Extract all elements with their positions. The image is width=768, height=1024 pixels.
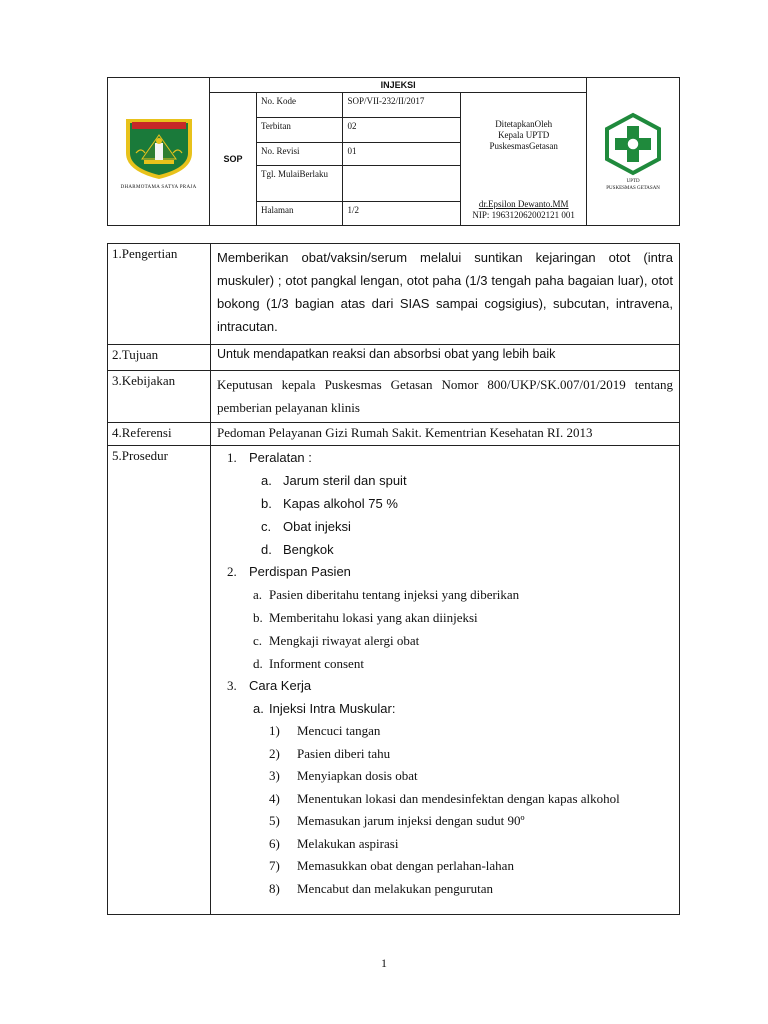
- field-value-terbitan: 02: [343, 118, 461, 143]
- field-label-kode: No. Kode: [256, 93, 342, 118]
- approval-line-1: DitetapkanOleh: [495, 119, 553, 129]
- row-kebijakan: [108, 371, 680, 423]
- approval-name: dr.Epsilon Dewanto.MM: [478, 199, 569, 209]
- pengertian-label: 1.Pengertian: [108, 244, 211, 345]
- page-number: 1: [381, 956, 387, 970]
- list-item: 1. Peralatan :: [227, 450, 312, 465]
- list-item: d. Informent consent: [253, 656, 364, 671]
- document-title: INJEKSI: [210, 78, 587, 93]
- tujuan-label: 2.Tujuan: [108, 345, 211, 371]
- referensi-text: Pedoman Pelayanan Gizi Rumah Sakit. Kementrian Kesehatan RI. 2013: [211, 423, 680, 446]
- field-value-halaman: 1/2: [343, 202, 461, 226]
- list-item: b. Memberitahu lokasi yang akan diinjeksi: [253, 610, 478, 625]
- field-value-kode: SOP/VII-232/II/2017: [343, 93, 461, 118]
- field-label-halaman: Halaman: [256, 202, 342, 226]
- field-value-revisi: 01: [343, 143, 461, 166]
- row-tujuan: [108, 345, 680, 371]
- kebijakan-label: 3.Kebijakan: [108, 371, 211, 423]
- list-item: 2) Pasien diberi tahu: [269, 745, 391, 761]
- sop-content-table: [107, 243, 680, 915]
- approval-line-3: PuskesmasGetasan: [489, 141, 558, 151]
- approval-line-2: Kepala UPTD: [498, 130, 550, 140]
- regency-motto: DHARMOTAMA SATYA PRAJA: [120, 185, 197, 190]
- regency-logo-cell: [108, 78, 210, 226]
- field-label-revisi: No. Revisi: [256, 143, 342, 166]
- row-referensi: [108, 423, 680, 446]
- kebijakan-text: Keputusan kepala Puskesmas Getasan Nomor 800/UKP/SK.007/01/2019 tentang pemberian pelayanan klinis: [211, 371, 680, 423]
- field-label-tgl: Tgl. MulaiBerlaku: [256, 166, 342, 202]
- puskesmas-logo-icon: [601, 112, 665, 176]
- row-pengertian: [108, 244, 680, 345]
- list-item: 3) Menyiapkan dosis obat: [269, 768, 418, 783]
- list-item: 5) Memasukan jarum injeksi dengan sudut 90º: [269, 813, 525, 828]
- list-item: 4) Menentukan lokasi dan mendesinfektan dengan kapas alkohol: [269, 790, 620, 806]
- list-item: a. Pasien diberitahu tentang injeksi yang diberikan: [253, 587, 520, 602]
- regency-emblem-icon: [122, 113, 196, 181]
- list-item: c. Obat injeksi: [261, 519, 351, 534]
- list-item: 8) Mencabut dan melakukan pengurutan: [269, 880, 494, 896]
- approval-nip: NIP: 196312062002121 001: [472, 210, 575, 220]
- list-item: d. Bengkok: [261, 542, 334, 557]
- prosedur-content: [211, 446, 680, 915]
- row-prosedur: [108, 446, 680, 915]
- list-item: 7) Memasukkan obat dengan perlahan-lahan: [269, 858, 514, 873]
- prosedur-label: 5.Prosedur: [108, 446, 211, 915]
- field-label-terbitan: Terbitan: [256, 118, 342, 143]
- approval-block: [461, 93, 587, 226]
- list-item: 2. Perdispan Pasien: [227, 564, 351, 579]
- list-item: 3. Cara Kerja: [227, 678, 312, 693]
- list-item: a. Injeksi Intra Muskular:: [253, 701, 396, 716]
- list-item: 1) Mencuci tangan: [269, 723, 381, 738]
- puskesmas-logo-cell: [587, 78, 680, 226]
- sop-label: SOP: [210, 93, 257, 226]
- puskesmas-caption-2: PUSKESMAS GETASAN: [606, 185, 660, 191]
- sop-header-table: [107, 77, 680, 226]
- list-item: c. Mengkaji riwayat alergi obat: [253, 633, 420, 648]
- pengertian-text: Memberikan obat/vaksin/serum melalui suntikan kejaringan otot (intra muskuler) ; otot pangkal lengan, otot paha (1/3 tengah paha bagaian luar), otot bokong (1/3 bagian atas dari SIAS sampai cogsigius), subcutan, intravena, intracutan.: [211, 244, 680, 345]
- list-item: b. Kapas alkohol 75 %: [261, 496, 398, 511]
- field-value-tgl: [343, 166, 461, 202]
- tujuan-text: Untuk mendapatkan reaksi dan absorbsi obat yang lebih baik: [211, 345, 680, 371]
- list-item: 6) Melakukan aspirasi: [269, 835, 399, 851]
- puskesmas-caption-1: UPTD: [626, 178, 640, 184]
- referensi-label: 4.Referensi: [108, 423, 211, 446]
- list-item: a. Jarum steril dan spuit: [261, 473, 407, 488]
